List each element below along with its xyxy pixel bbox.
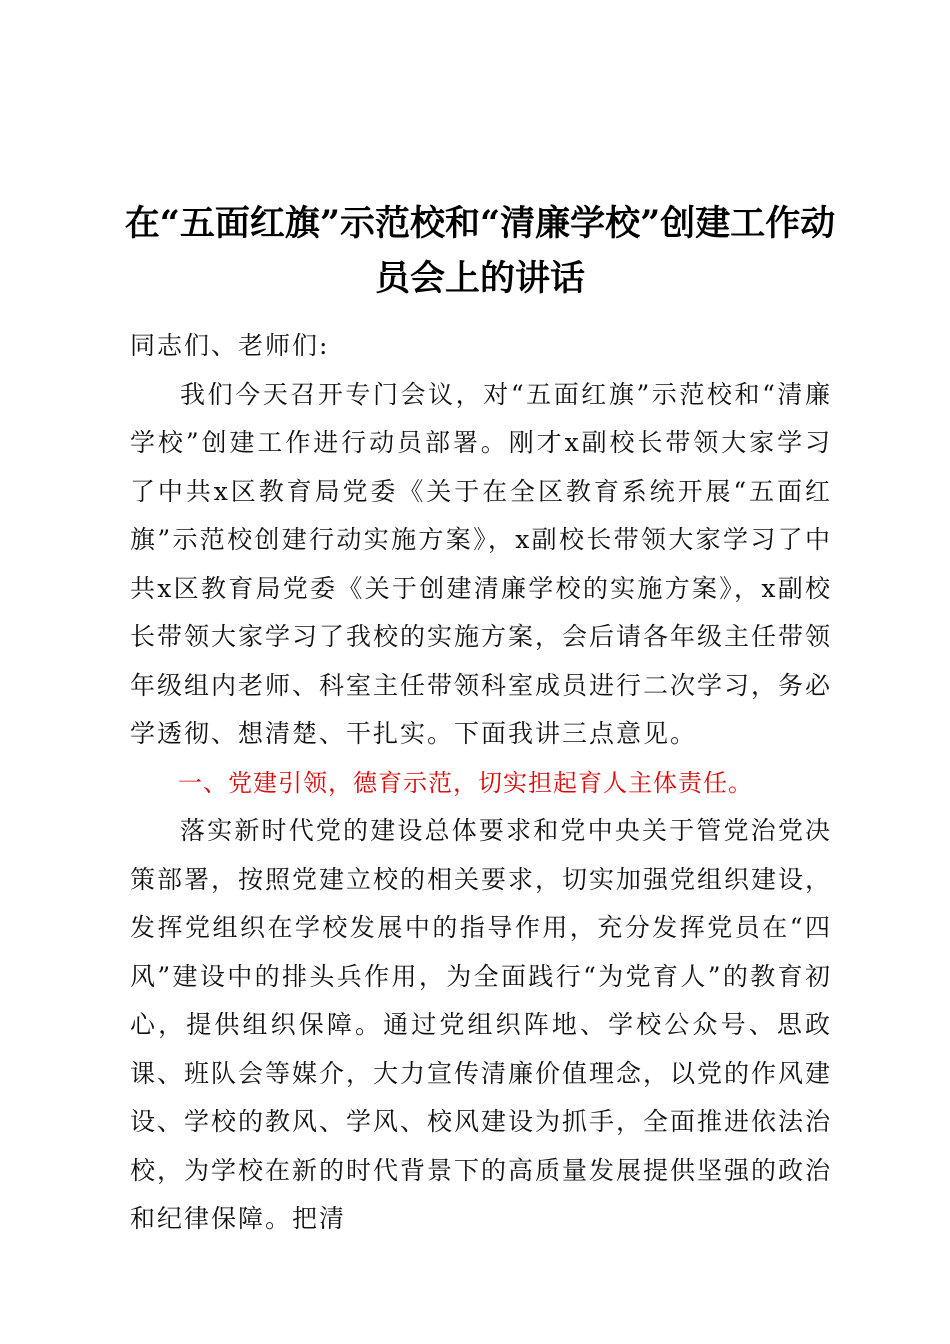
section-heading-1: 一、党建引领，德育示范，切实担起育人主体责任。 <box>178 768 753 797</box>
document-body <box>130 322 832 1244</box>
document-title: 在“五面红旗”示范校和“清廉学校”创建工作动员会上的讲话 <box>124 203 836 299</box>
section-1-paragraph: 落实新时代党的建设总体要求和党中央关于管党治党决策部署，按照党建立校的相关要求，切实加强党组织建设，发挥党组织在学校发展中的指导作用，充分发挥党员在“四风”建设中的排头兵作用，为全面践行“为党育人”的教育初心，提供组织保障。通过党组织阵地、学校公众号、思政课、班队会等媒介，大力宣传清廉价值理念，以党的作风建设、学校的教风、学风、校风建设为抓手，全面推进依法治校，为学校在新的时代背景下的高质量发展提供坚强的政治和纪律保障。把清 <box>130 816 833 1233</box>
intro-paragraph: 我们今天召开专门会议，对“五面红旗”示范校和“清廉学校”创建工作进行动员部署。刚才x副校长带领大家学习了中共x区教育局党委《关于在全区教育系统开展“五面红旗”示范校创建行动实施方案》，x副校长带领大家学习了中共x区教育局党委《关于创建清廉学校的实施方案》，x副校长带领大家学习了我校的实施方案，会后请各年级主任带领年级组内老师、科室主任带领科室成员进行二次学习，务必学透彻、想清楚、干扎实。下面我讲三点意见。 <box>130 379 833 748</box>
salutation: 同志们、老师们: <box>130 331 330 360</box>
